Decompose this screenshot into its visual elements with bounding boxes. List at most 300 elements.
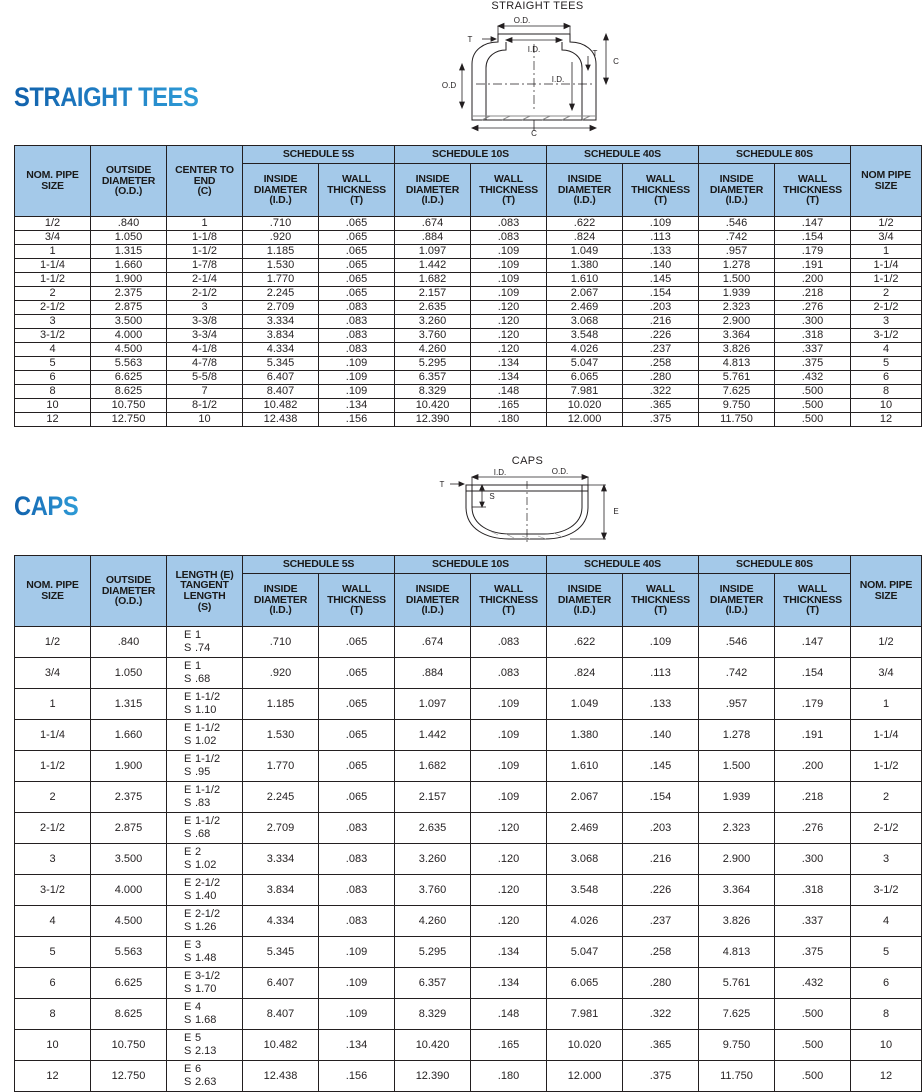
cell-80s-inside-diameter: 1.278 <box>699 720 775 751</box>
cell-length-e <box>184 629 225 642</box>
cell-tangent-length-s-key: S <box>184 951 192 964</box>
cell-40s-wall-thickness: .113 <box>623 231 699 245</box>
cell-10s-inside-diameter: 1.097 <box>395 689 471 720</box>
cell-80s-inside-diameter: 4.813 <box>699 937 775 968</box>
cell-tangent-length-s-key: S <box>184 858 192 871</box>
cell-length-e-value: 5 <box>195 1032 202 1045</box>
table-row <box>15 937 922 968</box>
cell-tangent-length-s-value: 2.13 <box>195 1044 217 1057</box>
cell-40s-wall-thickness: .322 <box>623 385 699 399</box>
cell-tangent-length-s-key: S <box>184 765 192 778</box>
cell-10s-wall-thickness: .134 <box>471 968 547 999</box>
caps-label-s: S <box>489 492 495 501</box>
cell-nom-pipe-size-right: 8 <box>851 385 922 399</box>
cell-length-e-value: 3-1/2 <box>195 970 221 983</box>
cell-80s-wall-thickness: .500 <box>775 399 851 413</box>
cell-10s-wall-thickness: .109 <box>471 689 547 720</box>
cell-10s-wall-thickness: .109 <box>471 245 547 259</box>
cell-length-e-value: 1-1/2 <box>195 753 221 766</box>
header-nom-pipe-size-right: NOM PIPE SIZE <box>851 146 922 217</box>
cell-length-tangent-length <box>167 906 243 937</box>
cell-10s-wall-thickness: .148 <box>471 999 547 1030</box>
cell-80s-wall-thickness: .337 <box>775 906 851 937</box>
cell-5s-wall-thickness: .065 <box>319 217 395 231</box>
table-row <box>15 627 922 658</box>
cell-tangent-length-s-value: 1.10 <box>195 703 217 716</box>
cell-40s-inside-diameter: 1.610 <box>547 751 623 782</box>
cell-10s-inside-diameter: 2.157 <box>395 782 471 813</box>
header-10s-wall-thickness: WALL THICKNESS (T) <box>471 164 547 217</box>
cell-tangent-length-s-key: S <box>184 672 192 685</box>
header-schedule-80s: SCHEDULE 80S <box>699 146 851 164</box>
caps-header-10s-wall-thickness: WALL THICKNESS (T) <box>471 574 547 627</box>
cell-5s-inside-diameter: 1.185 <box>243 689 319 720</box>
cell-length-tangent-length <box>167 937 243 968</box>
table-row <box>15 357 922 371</box>
cell-nom-pipe-size-right: 3/4 <box>851 231 922 245</box>
caps-header-80s-wall-thickness: WALL THICKNESS (T) <box>775 574 851 627</box>
tees-label-od-top: O.D. <box>513 16 531 25</box>
cell-nom-pipe-size: 1/2 <box>15 627 91 658</box>
cell-tangent-length-s <box>184 1076 225 1089</box>
cell-length-e-key: E <box>184 660 192 673</box>
caps-header-group-row <box>15 556 922 574</box>
cell-center-to-end: 10 <box>167 413 243 427</box>
cell-length-tangent-length <box>167 720 243 751</box>
header-schedule-10s: SCHEDULE 10S <box>395 146 547 164</box>
cell-length-e-value: 1-1/2 <box>195 691 221 704</box>
cell-length-tangent-length <box>167 627 243 658</box>
caps-header-outside-diameter: OUTSIDE DIAMETER (O.D.) <box>91 556 167 627</box>
cell-center-to-end: 2-1/4 <box>167 273 243 287</box>
cell-80s-inside-diameter: .742 <box>699 231 775 245</box>
cell-40s-inside-diameter: 1.049 <box>547 245 623 259</box>
cell-10s-wall-thickness: .180 <box>471 1061 547 1092</box>
caps-header-5s-wall-thickness: WALL THICKNESS (T) <box>319 574 395 627</box>
cell-10s-wall-thickness: .134 <box>471 357 547 371</box>
cell-5s-wall-thickness: .065 <box>319 782 395 813</box>
cell-40s-wall-thickness: .375 <box>623 1061 699 1092</box>
cell-80s-wall-thickness: .147 <box>775 627 851 658</box>
cell-10s-wall-thickness: .134 <box>471 937 547 968</box>
table-row <box>15 273 922 287</box>
cell-nom-pipe-size: 2 <box>15 287 91 301</box>
caps-header-nom-pipe-size-right: NOM. PIPE SIZE <box>851 556 922 627</box>
cell-nom-pipe-size-right: 5 <box>851 357 922 371</box>
cell-nom-pipe-size-right: 2-1/2 <box>851 813 922 844</box>
cell-40s-inside-diameter: 1.610 <box>547 273 623 287</box>
cell-length-e-key: E <box>184 784 192 797</box>
table-row <box>15 813 922 844</box>
cell-10s-wall-thickness: .083 <box>471 217 547 231</box>
cell-length-e-value: 2-1/2 <box>195 877 221 890</box>
header-5s-inside-diameter: INSIDE DIAMETER (I.D.) <box>243 164 319 217</box>
cell-80s-wall-thickness: .300 <box>775 315 851 329</box>
cell-nom-pipe-size: 1 <box>15 689 91 720</box>
cell-10s-wall-thickness: .165 <box>471 399 547 413</box>
cell-80s-wall-thickness: .276 <box>775 301 851 315</box>
straight-tees-diagram-caption: STRAIGHT TEES <box>491 0 584 12</box>
cell-tangent-length-s <box>184 921 225 934</box>
cell-80s-inside-diameter: 9.750 <box>699 399 775 413</box>
cell-40s-inside-diameter: 5.047 <box>547 937 623 968</box>
cell-40s-wall-thickness: .237 <box>623 906 699 937</box>
cell-5s-inside-diameter: .710 <box>243 217 319 231</box>
cell-10s-wall-thickness: .165 <box>471 1030 547 1061</box>
cell-80s-inside-diameter: .546 <box>699 217 775 231</box>
straight-tees-table <box>14 145 922 427</box>
cell-tangent-length-s-key: S <box>184 703 192 716</box>
cell-10s-inside-diameter: 12.390 <box>395 1061 471 1092</box>
tees-label-t-right: T <box>592 49 598 58</box>
cell-10s-inside-diameter: .674 <box>395 217 471 231</box>
cell-40s-wall-thickness: .140 <box>623 720 699 751</box>
cell-5s-wall-thickness: .109 <box>319 385 395 399</box>
cell-80s-inside-diameter: .546 <box>699 627 775 658</box>
cell-5s-wall-thickness: .065 <box>319 273 395 287</box>
cell-80s-wall-thickness: .500 <box>775 1030 851 1061</box>
cell-tangent-length-s <box>184 642 225 655</box>
cell-center-to-end: 3 <box>167 301 243 315</box>
cell-center-to-end: 4-7/8 <box>167 357 243 371</box>
cell-80s-wall-thickness: .218 <box>775 782 851 813</box>
cell-5s-inside-diameter: 1.770 <box>243 751 319 782</box>
cell-10s-inside-diameter: .884 <box>395 658 471 689</box>
caps-label-id: I.D. <box>493 468 507 477</box>
cell-5s-inside-diameter: 12.438 <box>243 413 319 427</box>
cell-tangent-length-s <box>184 983 225 996</box>
header-outside-diameter: OUTSIDE DIAMETER (O.D.) <box>91 146 167 217</box>
cell-10s-inside-diameter: .674 <box>395 627 471 658</box>
cell-tangent-length-s <box>184 859 225 872</box>
cell-80s-wall-thickness: .432 <box>775 968 851 999</box>
cell-length-e-key: E <box>184 629 192 642</box>
cell-10s-wall-thickness: .180 <box>471 413 547 427</box>
cell-5s-inside-diameter: 3.334 <box>243 315 319 329</box>
header-80s-wall-thickness: WALL THICKNESS (T) <box>775 164 851 217</box>
straight-tees-diagram <box>430 0 645 140</box>
cell-length-e-key: E <box>184 939 192 952</box>
cell-tangent-length-s <box>184 797 225 810</box>
cell-10s-inside-diameter: 6.357 <box>395 371 471 385</box>
cell-80s-wall-thickness: .500 <box>775 1061 851 1092</box>
cell-nom-pipe-size: 1-1/2 <box>15 273 91 287</box>
cell-length-e <box>184 1001 225 1014</box>
cell-length-e-value: 2-1/2 <box>195 908 221 921</box>
cell-5s-inside-diameter: 3.334 <box>243 844 319 875</box>
cell-10s-inside-diameter: 12.390 <box>395 413 471 427</box>
cell-length-e <box>184 877 225 890</box>
cell-40s-inside-diameter: 10.020 <box>547 399 623 413</box>
cell-nom-pipe-size: 10 <box>15 399 91 413</box>
cell-10s-wall-thickness: .109 <box>471 751 547 782</box>
cell-80s-inside-diameter: 7.625 <box>699 999 775 1030</box>
cell-10s-inside-diameter: 10.420 <box>395 1030 471 1061</box>
cell-outside-diameter: 8.625 <box>91 385 167 399</box>
cell-5s-inside-diameter: .920 <box>243 231 319 245</box>
cell-40s-inside-diameter: .824 <box>547 231 623 245</box>
cell-5s-inside-diameter: 12.438 <box>243 1061 319 1092</box>
cell-10s-inside-diameter: 3.260 <box>395 315 471 329</box>
cell-length-e-key: E <box>184 877 192 890</box>
cell-outside-diameter: 1.050 <box>91 231 167 245</box>
cell-length-e-value: 4 <box>195 1001 202 1014</box>
caps-header-5s-inside-diameter: INSIDE DIAMETER (I.D.) <box>243 574 319 627</box>
cell-40s-wall-thickness: .226 <box>623 875 699 906</box>
cell-40s-wall-thickness: .365 <box>623 399 699 413</box>
cell-5s-wall-thickness: .109 <box>319 357 395 371</box>
cell-length-tangent-length <box>167 751 243 782</box>
cell-80s-wall-thickness: .191 <box>775 720 851 751</box>
table-row <box>15 844 922 875</box>
cell-40s-inside-diameter: 1.380 <box>547 720 623 751</box>
table-row <box>15 782 922 813</box>
cell-center-to-end: 7 <box>167 385 243 399</box>
cell-tangent-length-s-key: S <box>184 1013 192 1026</box>
cell-5s-inside-diameter: 1.185 <box>243 245 319 259</box>
cell-10s-inside-diameter: 10.420 <box>395 399 471 413</box>
cell-5s-wall-thickness: .065 <box>319 259 395 273</box>
cell-40s-inside-diameter: 4.026 <box>547 906 623 937</box>
header-40s-wall-thickness: WALL THICKNESS (T) <box>623 164 699 217</box>
cell-nom-pipe-size-right: 3-1/2 <box>851 329 922 343</box>
cell-40s-wall-thickness: .145 <box>623 751 699 782</box>
cell-nom-pipe-size-right: 1 <box>851 689 922 720</box>
cell-outside-diameter: 5.563 <box>91 937 167 968</box>
cell-5s-inside-diameter: 4.334 <box>243 906 319 937</box>
cell-80s-inside-diameter: 3.826 <box>699 343 775 357</box>
tees-label-id-right: I.D. <box>551 75 565 84</box>
cell-nom-pipe-size: 1/2 <box>15 217 91 231</box>
cell-80s-inside-diameter: 11.750 <box>699 1061 775 1092</box>
cell-outside-diameter: 1.315 <box>91 245 167 259</box>
cell-5s-inside-diameter: 1.770 <box>243 273 319 287</box>
cell-5s-wall-thickness: .065 <box>319 658 395 689</box>
cell-nom-pipe-size-right: 1-1/4 <box>851 259 922 273</box>
cell-10s-inside-diameter: 5.295 <box>395 357 471 371</box>
cell-length-tangent-length <box>167 875 243 906</box>
cell-80s-wall-thickness: .432 <box>775 371 851 385</box>
cell-length-e-key: E <box>184 1001 192 1014</box>
cell-length-e <box>184 1032 225 1045</box>
header-schedule-5s: SCHEDULE 5S <box>243 146 395 164</box>
cell-5s-inside-diameter: 5.345 <box>243 357 319 371</box>
cell-40s-wall-thickness: .145 <box>623 273 699 287</box>
header-center-to-end: CENTER TO END (C) <box>167 146 243 217</box>
cell-10s-inside-diameter: 8.329 <box>395 999 471 1030</box>
cell-length-e <box>184 784 225 797</box>
cell-40s-inside-diameter: 4.026 <box>547 343 623 357</box>
cell-40s-wall-thickness: .203 <box>623 813 699 844</box>
caps-label-od: O.D. <box>551 467 569 476</box>
cell-outside-diameter: 5.563 <box>91 357 167 371</box>
cell-10s-inside-diameter: 6.357 <box>395 968 471 999</box>
cell-80s-inside-diameter: 2.323 <box>699 301 775 315</box>
cell-nom-pipe-size-right: 1/2 <box>851 217 922 231</box>
cell-40s-wall-thickness: .133 <box>623 245 699 259</box>
cell-5s-wall-thickness: .083 <box>319 343 395 357</box>
cell-40s-wall-thickness: .280 <box>623 968 699 999</box>
tees-label-c-right: C <box>613 57 619 66</box>
caps-header-80s-inside-diameter: INSIDE DIAMETER (I.D.) <box>699 574 775 627</box>
cell-80s-wall-thickness: .147 <box>775 217 851 231</box>
cell-tangent-length-s <box>184 828 225 841</box>
cell-outside-diameter: 4.500 <box>91 906 167 937</box>
cell-5s-wall-thickness: .065 <box>319 245 395 259</box>
cell-tangent-length-s <box>184 1014 225 1027</box>
cell-nom-pipe-size: 3 <box>15 844 91 875</box>
cell-tangent-length-s <box>184 766 225 779</box>
cell-length-e-value: 1 <box>195 660 202 673</box>
cell-5s-wall-thickness: .083 <box>319 906 395 937</box>
cell-tangent-length-s <box>184 890 225 903</box>
cell-40s-inside-diameter: .622 <box>547 217 623 231</box>
cell-length-e-value: 6 <box>195 1063 202 1076</box>
cell-80s-wall-thickness: .154 <box>775 231 851 245</box>
cell-40s-inside-diameter: 2.067 <box>547 287 623 301</box>
cell-outside-diameter: 4.000 <box>91 875 167 906</box>
cell-10s-wall-thickness: .109 <box>471 273 547 287</box>
cell-5s-wall-thickness: .065 <box>319 231 395 245</box>
cell-tangent-length-s-value: .83 <box>195 796 211 809</box>
cell-length-e-value: 1 <box>195 629 202 642</box>
cell-10s-wall-thickness: .109 <box>471 782 547 813</box>
cell-tangent-length-s-key: S <box>184 1075 192 1088</box>
cell-nom-pipe-size: 8 <box>15 999 91 1030</box>
header-schedule-40s: SCHEDULE 40S <box>547 146 699 164</box>
cell-40s-inside-diameter: 12.000 <box>547 1061 623 1092</box>
caps-header-40s-wall-thickness: WALL THICKNESS (T) <box>623 574 699 627</box>
cell-10s-wall-thickness: .109 <box>471 259 547 273</box>
cell-10s-inside-diameter: 2.635 <box>395 301 471 315</box>
cell-5s-inside-diameter: .710 <box>243 627 319 658</box>
cell-tangent-length-s-value: .68 <box>195 672 211 685</box>
cell-center-to-end: 1-1/8 <box>167 231 243 245</box>
cell-outside-diameter: 6.625 <box>91 968 167 999</box>
cell-80s-inside-diameter: 3.364 <box>699 329 775 343</box>
cell-80s-wall-thickness: .500 <box>775 999 851 1030</box>
table-row <box>15 371 922 385</box>
cell-nom-pipe-size: 12 <box>15 413 91 427</box>
cell-center-to-end: 5-5/8 <box>167 371 243 385</box>
cell-center-to-end: 4-1/8 <box>167 343 243 357</box>
cell-80s-inside-diameter: 1.939 <box>699 287 775 301</box>
cell-length-tangent-length <box>167 689 243 720</box>
cell-40s-inside-diameter: 2.067 <box>547 782 623 813</box>
cell-nom-pipe-size: 6 <box>15 968 91 999</box>
cell-nom-pipe-size-right: 3-1/2 <box>851 875 922 906</box>
header-80s-inside-diameter: INSIDE DIAMETER (I.D.) <box>699 164 775 217</box>
table-row <box>15 217 922 231</box>
cell-40s-wall-thickness: .375 <box>623 413 699 427</box>
cell-tangent-length-s-value: 1.26 <box>195 920 217 933</box>
cell-80s-inside-diameter: 3.826 <box>699 906 775 937</box>
cell-5s-wall-thickness: .083 <box>319 875 395 906</box>
cell-tangent-length-s <box>184 735 225 748</box>
cell-80s-inside-diameter: 5.761 <box>699 968 775 999</box>
page-title-caps: CAPS <box>14 491 79 521</box>
cell-40s-inside-diameter: 10.020 <box>547 1030 623 1061</box>
cell-80s-wall-thickness: .200 <box>775 751 851 782</box>
table-row <box>15 906 922 937</box>
table-row <box>15 658 922 689</box>
cell-nom-pipe-size: 1 <box>15 245 91 259</box>
caps-header-schedule-40s: SCHEDULE 40S <box>547 556 699 574</box>
cell-5s-inside-diameter: 5.345 <box>243 937 319 968</box>
cell-nom-pipe-size: 6 <box>15 371 91 385</box>
table-row <box>15 287 922 301</box>
cell-5s-wall-thickness: .083 <box>319 844 395 875</box>
table-row <box>15 301 922 315</box>
cell-5s-inside-diameter: 1.530 <box>243 720 319 751</box>
cell-tangent-length-s-key: S <box>184 920 192 933</box>
cell-10s-inside-diameter: 3.760 <box>395 875 471 906</box>
cell-80s-wall-thickness: .318 <box>775 329 851 343</box>
cell-5s-wall-thickness: .134 <box>319 1030 395 1061</box>
cell-center-to-end: 1-7/8 <box>167 259 243 273</box>
cell-40s-inside-diameter: 2.469 <box>547 813 623 844</box>
cell-5s-wall-thickness: .065 <box>319 287 395 301</box>
cell-length-e <box>184 815 225 828</box>
cell-5s-inside-diameter: 8.407 <box>243 385 319 399</box>
cell-80s-inside-diameter: 3.364 <box>699 875 775 906</box>
cell-outside-diameter: 12.750 <box>91 413 167 427</box>
table-row <box>15 999 922 1030</box>
header-10s-inside-diameter: INSIDE DIAMETER (I.D.) <box>395 164 471 217</box>
cell-nom-pipe-size-right: 5 <box>851 937 922 968</box>
cell-tangent-length-s-value: 1.68 <box>195 1013 217 1026</box>
cell-tangent-length-s-key: S <box>184 796 192 809</box>
cell-80s-inside-diameter: 1.278 <box>699 259 775 273</box>
cell-10s-inside-diameter: 8.329 <box>395 385 471 399</box>
cell-10s-inside-diameter: 2.635 <box>395 813 471 844</box>
cell-10s-wall-thickness: .083 <box>471 231 547 245</box>
tees-label-id-top: I.D. <box>527 45 541 54</box>
table-row <box>15 259 922 273</box>
cell-nom-pipe-size-right: 6 <box>851 968 922 999</box>
cell-nom-pipe-size-right: 12 <box>851 1061 922 1092</box>
caps-header-10s-inside-diameter: INSIDE DIAMETER (I.D.) <box>395 574 471 627</box>
cell-nom-pipe-size-right: 2-1/2 <box>851 301 922 315</box>
cell-10s-inside-diameter: 2.157 <box>395 287 471 301</box>
cell-nom-pipe-size: 4 <box>15 906 91 937</box>
cell-80s-wall-thickness: .500 <box>775 413 851 427</box>
cell-nom-pipe-size-right: 1-1/2 <box>851 751 922 782</box>
cell-outside-diameter: .840 <box>91 627 167 658</box>
cell-40s-wall-thickness: .226 <box>623 329 699 343</box>
cell-80s-wall-thickness: .500 <box>775 385 851 399</box>
cell-5s-wall-thickness: .083 <box>319 301 395 315</box>
cell-40s-wall-thickness: .216 <box>623 844 699 875</box>
cell-length-e <box>184 722 225 735</box>
cell-40s-inside-diameter: 3.548 <box>547 875 623 906</box>
cell-80s-wall-thickness: .154 <box>775 658 851 689</box>
cell-10s-inside-diameter: 4.260 <box>395 343 471 357</box>
cell-tangent-length-s-value: .74 <box>195 641 211 654</box>
cell-5s-wall-thickness: .156 <box>319 413 395 427</box>
cell-80s-inside-diameter: 2.323 <box>699 813 775 844</box>
caps-header-nom-pipe-size: NOM. PIPE SIZE <box>15 556 91 627</box>
cell-nom-pipe-size-right: 8 <box>851 999 922 1030</box>
cell-tangent-length-s-value: 1.40 <box>195 889 217 902</box>
cell-outside-diameter: 1.660 <box>91 720 167 751</box>
cell-nom-pipe-size: 3/4 <box>15 658 91 689</box>
cell-40s-wall-thickness: .237 <box>623 343 699 357</box>
cell-80s-inside-diameter: 2.900 <box>699 315 775 329</box>
cell-5s-wall-thickness: .065 <box>319 751 395 782</box>
cell-5s-inside-diameter: 10.482 <box>243 1030 319 1061</box>
cell-80s-wall-thickness: .218 <box>775 287 851 301</box>
